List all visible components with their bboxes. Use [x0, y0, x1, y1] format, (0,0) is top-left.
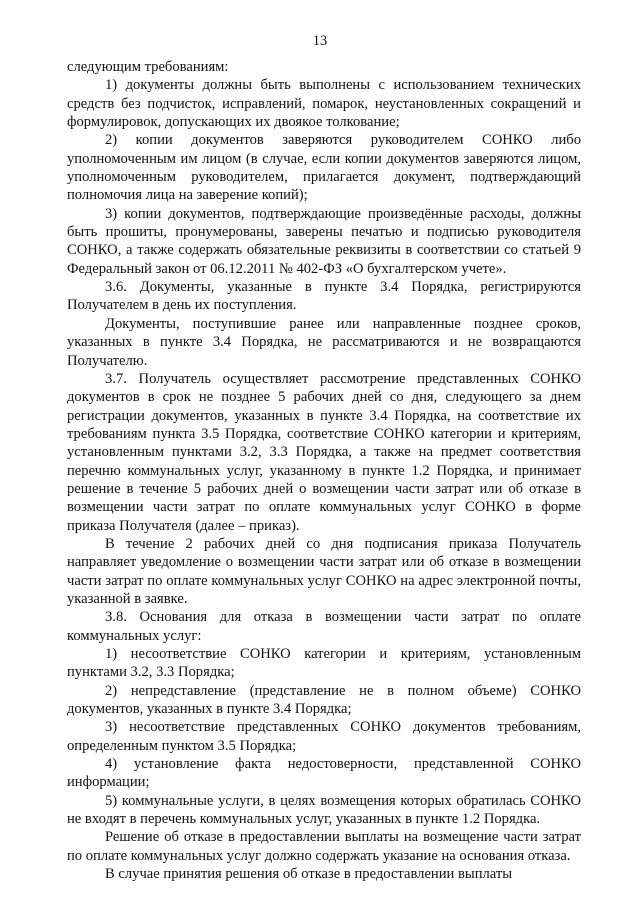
refusal-ground-5: 5) коммунальные услуги, в целях возмещения которых обратилась СОНКО не входят в перечень коммунальных услуг, указанных в пункте 1.2 Порядка. [67, 792, 581, 828]
refusal-ground-3: 3) несоответствие представленных СОНКО документов требованиям, определенным пунктом 3.5 Порядка; [67, 719, 581, 754]
page-number: 13 [312, 33, 328, 49]
refusal-ground-4: 4) установление факта недостоверности, представленной СОНКО информации; [67, 756, 581, 791]
paragraph-continuation: следующим требованиям: [67, 59, 229, 75]
clause-3-7: 3.7. Получатель осуществляет рассмотрение представленных СОНКО документов в срок не позднее 5 рабочих дней со дня, следующего за днем регистрации документов, указанных в пункте 3.4 Порядка, на соответствие их требованиям пункта 3.5 Порядка, соответствие СОНКО категории и критериям, установленным пунктами 3.2, 3.3 Порядка, а также на предмет соответствия перечню коммунальных услуг, указанному в пункте 1.2 Порядка, и принимает решение в течение 5 рабочих дней о возмещении части затрат или об отказе в возмещении части затрат по оплате коммунальных услуг СОНКО в форме приказа Получателя (далее – приказ). [67, 370, 581, 534]
refusal-decision-case: В случае принятия решения об отказе в предоставлении выплаты [105, 866, 513, 883]
clause-3-6: 3.6. Документы, указанные в пункте 3.4 Порядка, регистрируются Получателем в день их поступления. [67, 279, 581, 314]
refusal-decision-content: Решение об отказе в предоставлении выплаты на возмещение части затрат по оплате коммунальных услуг должно содержать указание на основания отказа. [67, 829, 581, 864]
refusal-ground-2: 2) непредставление (представление не в полном объеме) СОНКО документов, указанных в пункте 3.4 Порядка; [67, 682, 581, 718]
clause-3-8: 3.8. Основания для отказа в возмещении части затрат по оплате коммунальных услуг: [67, 609, 581, 644]
requirement-item-2: 2) копии документов заверяются руководителем СОНКО либо уполномоченным им лицом (в случае, если копии документов заверяются лицом, уполномоченным руководителем, прилагается документ, подтверждающий полномочия лица на заверение копий); [67, 132, 581, 204]
requirement-item-3: 3) копии документов, подтверждающие произведённые расходы, должны быть прошиты, пронумерованы, заверены печатью и подписью руководителя СОНКО, а также содержать обязательные реквизиты в соответствии со статьей 9 Федеральный закон от 06.12.2011 № 402-ФЗ «О бухгалтерском учете». [67, 205, 581, 277]
clause-3-6-documents: Документы, поступившие ранее или направленные позднее сроков, указанных в пункте 3.4 Порядка, не рассматриваются и не возвращаются Получателю. [67, 315, 581, 369]
refusal-ground-1: 1) несоответствие СОНКО категории и критериям, установленным пунктами 3.2, 3.3 Порядка; [67, 646, 581, 681]
document-body [67, 58, 581, 883]
requirement-item-1: 1) документы должны быть выполнены с использованием технических средств без подчисток, исправлений, помарок, неустановленных сокращений и формулировок, допускающих их двоякое толкование; [67, 77, 581, 131]
clause-3-7-notification: В течение 2 рабочих дней со дня подписания приказа Получатель направляет уведомление о возмещении части затрат или об отказе в возмещении части затрат по оплате коммунальных услуг СОНКО на адрес электронной почты, указанной в заявке. [67, 535, 581, 607]
